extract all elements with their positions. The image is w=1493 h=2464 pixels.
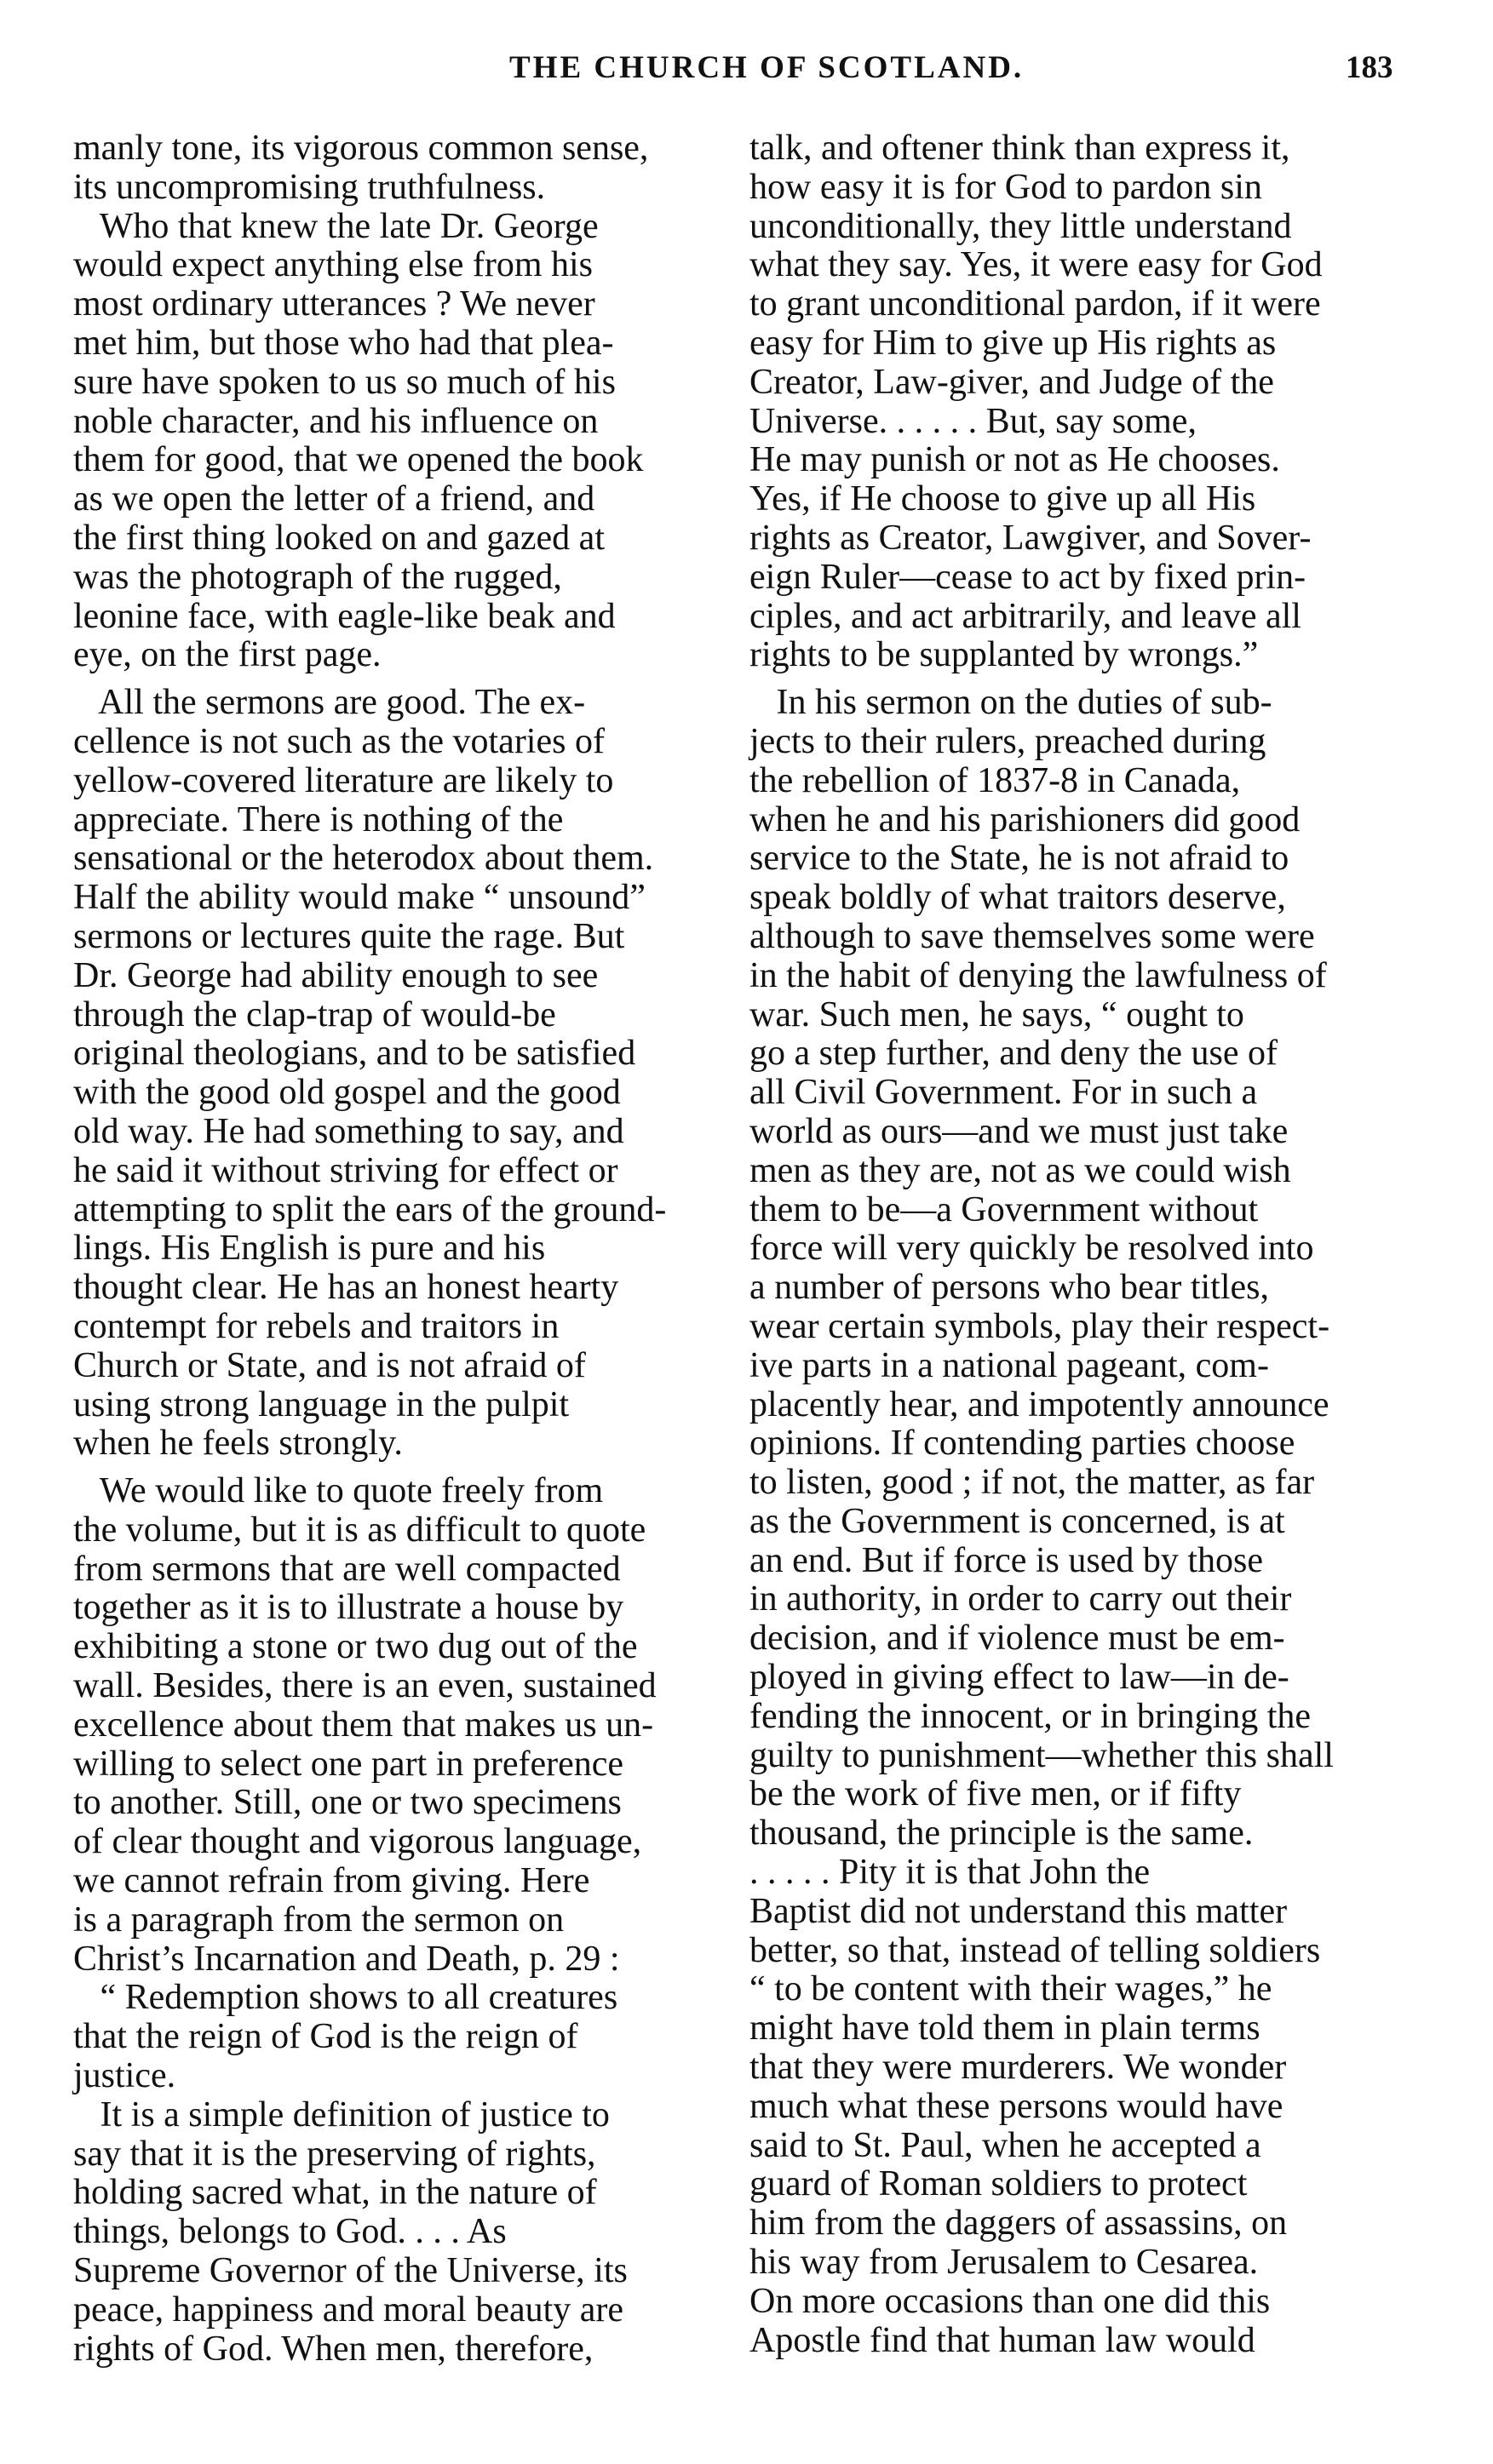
page-number: 183: [1346, 50, 1393, 85]
text-line: leonine face, with eagle-like beak and: [73, 596, 616, 636]
text-line: might have told them in plain terms: [749, 2008, 1260, 2049]
text-line: Who that knew the late Dr. George: [73, 206, 599, 246]
text-line: “ Redemption shows to all creatures: [73, 1978, 618, 2018]
text-line: Supreme Governor of the Universe, its: [73, 2251, 628, 2291]
text-line: original theologians, and to be satisfied: [73, 1034, 636, 1074]
text-line: war. Such men, he says, “ ought to: [749, 994, 1244, 1034]
text-line: to grant unconditional pardon, if it were: [749, 284, 1321, 324]
text-line: ciples, and act arbitrarily, and leave all: [749, 596, 1301, 636]
text-line: in the habit of denying the lawfulness of: [749, 955, 1327, 995]
text-line: what they say. Yes, it were easy for God: [749, 245, 1323, 285]
text-line: rights as Creator, Lawgiver, and Sover-: [749, 518, 1312, 558]
text-line: In his sermon on the duties of sub-: [749, 683, 1272, 723]
text-line: guilty to punishment—whether this shall: [749, 1735, 1334, 1775]
text-line: much what these persons would have: [749, 2086, 1283, 2126]
text-line: force will very quickly be resolved into: [749, 1229, 1314, 1269]
text-line: wear certain symbols, play their respect-: [749, 1306, 1330, 1346]
text-line: appreciate. There is nothing of the: [73, 799, 564, 839]
text-line: in authority, in order to carry out their: [749, 1579, 1292, 1619]
text-line: contempt for rebels and traitors in: [73, 1306, 560, 1346]
text-line: Christ’s Incarnation and Death, p. 29 :: [73, 1939, 620, 1979]
text-line: would expect anything else from his: [73, 245, 594, 285]
text-line: its uncompromising truthfulness.: [73, 167, 546, 207]
text-line: guard of Roman soldiers to protect: [749, 2164, 1248, 2204]
text-line: them to be—a Government without: [749, 1189, 1259, 1229]
text-line: easy for Him to give up His rights as: [749, 323, 1277, 363]
text-line: sure have spoken to us so much of his: [73, 362, 616, 402]
text-line: thousand, the principle is the same.: [749, 1814, 1254, 1854]
text-line: go a step further, and deny the use of: [749, 1034, 1278, 1074]
text-line: jects to their rulers, preached during: [749, 721, 1266, 761]
text-line: of clear thought and vigorous language,: [73, 1822, 642, 1862]
text-line: Apostle find that human law would: [749, 2320, 1255, 2360]
text-line: Dr. George had ability enough to see: [73, 955, 599, 995]
text-line: with the good old gospel and the good: [73, 1073, 621, 1113]
text-line: is a paragraph from the sermon on: [73, 1900, 565, 1940]
text-line: things, belongs to God. . . . As: [73, 2212, 507, 2252]
text-line: the volume, but it is as difficult to quote: [73, 1510, 646, 1550]
text-line: Yes, if He choose to give up all His: [749, 479, 1256, 519]
text-line: Universe. . . . . . But, say some,: [749, 401, 1197, 441]
text-line: opinions. If contending parties choose: [749, 1424, 1295, 1464]
text-line: peace, happiness and moral beauty are: [73, 2289, 624, 2329]
text-line: old way. He had something to say, and: [73, 1111, 624, 1151]
text-line: that the reign of God is the reign of: [73, 2017, 578, 2057]
text-line: holding sacred what, in the nature of: [73, 2173, 597, 2213]
text-line: He may punish or not as He chooses.: [749, 440, 1280, 480]
text-line: All the sermons are good. The ex-: [73, 683, 586, 723]
text-line: he said it without striving for effect or: [73, 1150, 618, 1190]
text-line: as the Government is concerned, is at: [749, 1501, 1285, 1541]
text-line: the rebellion of 1837-8 in Canada,: [749, 760, 1241, 800]
text-line: was the photograph of the rugged,: [73, 557, 562, 597]
text-line: fending the innocent, or in bringing the: [749, 1696, 1312, 1736]
text-line: ive parts in a national pageant, com-: [749, 1345, 1269, 1385]
text-line: all Civil Government. For in such a: [749, 1073, 1258, 1113]
text-line: when he feels strongly.: [73, 1424, 403, 1464]
text-line: his way from Jerusalem to Cesarea.: [749, 2243, 1259, 2283]
text-line: most ordinary utterances ? We never: [73, 284, 595, 324]
text-line: . . . . . Pity it is that John the: [749, 1853, 1151, 1893]
text-line: “ to be content with their wages,” he: [749, 1969, 1272, 2009]
text-line: excellence about them that makes us un-: [73, 1705, 654, 1745]
text-line: to listen, good ; if not, the matter, as far: [749, 1463, 1315, 1503]
text-line: justice.: [73, 2056, 176, 2096]
text-line: eye, on the first page.: [73, 635, 382, 675]
text-line: attempting to split the ears of the ground-: [73, 1189, 667, 1229]
text-line: when he and his parishioners did good: [749, 799, 1301, 839]
text-line: speak boldly of what traitors deserve,: [749, 878, 1286, 918]
text-line: met him, but those who had that plea-: [73, 323, 614, 363]
text-line: Half the ability would make “ unsound”: [73, 878, 646, 918]
text-line: wall. Besides, there is an even, sustained: [73, 1666, 657, 1706]
text-line: placently hear, and impotently announce: [749, 1384, 1329, 1424]
text-line: a number of persons who bear titles,: [749, 1268, 1270, 1308]
text-line: how easy it is for God to pardon sin: [749, 167, 1262, 207]
text-line: decision, and if violence must be em-: [749, 1619, 1285, 1659]
text-line: lings. His English is pure and his: [73, 1229, 546, 1269]
text-line: Creator, Law-giver, and Judge of the: [749, 362, 1274, 402]
text-line: better, so that, instead of telling soldiers: [749, 1930, 1321, 1970]
text-line: as we open the letter of a friend, and: [73, 479, 595, 519]
text-line: On more occasions than one did this: [749, 2281, 1271, 2321]
text-line: willing to select one part in preference: [73, 1744, 624, 1784]
text-line: manly tone, its vigorous common sense,: [73, 129, 649, 168]
text-line: through the clap-trap of would-be: [73, 994, 556, 1034]
running-head: [0, 49, 1493, 100]
text-line: an end. But if force is used by those: [749, 1540, 1264, 1580]
text-line: that they were murderers. We wonder: [749, 2048, 1287, 2088]
text-line: talk, and oftener think than express it,: [749, 129, 1290, 168]
text-line: cellence is not such as the votaries of: [73, 721, 605, 761]
text-line: from sermons that are well compacted: [73, 1549, 621, 1589]
text-column-right: [749, 129, 1439, 2360]
text-line: the first thing looked on and gazed at: [73, 518, 605, 558]
text-line: sensational or the heterodox about them.: [73, 839, 654, 879]
text-line: unconditionally, they little understand: [749, 206, 1292, 246]
text-line: we cannot refrain from giving. Here: [73, 1861, 590, 1901]
text-line: say that it is the preserving of rights,: [73, 2134, 596, 2174]
text-line: together as it is to illustrate a house by: [73, 1588, 624, 1628]
running-title: THE CHURCH OF SCOTLAND.: [509, 50, 1025, 85]
text-line: ployed in giving effect to law—in de-: [749, 1658, 1289, 1698]
text-line: noble character, and his influence on: [73, 401, 599, 441]
text-line: exhibiting a stone or two dug out of the: [73, 1627, 638, 1667]
text-line: Baptist did not understand this matter: [749, 1891, 1288, 1931]
text-line: him from the daggers of assassins, on: [749, 2203, 1288, 2243]
text-line: sermons or lectures quite the rage. But: [73, 916, 625, 956]
text-line: thought clear. He has an honest hearty: [73, 1268, 619, 1308]
text-line: rights to be supplanted by wrongs.”: [749, 635, 1259, 675]
text-line: yellow-covered literature are likely to: [73, 760, 614, 800]
text-line: although to save themselves some were: [749, 916, 1315, 956]
text-line: rights of God. When men, therefore,: [73, 2329, 594, 2369]
text-line: world as ours—and we must just take: [749, 1111, 1289, 1151]
text-line: Church or State, and is not afraid of: [73, 1345, 586, 1385]
text-line: be the work of five men, or if fifty: [749, 1774, 1242, 1814]
text-line: using strong language in the pulpit: [73, 1384, 570, 1424]
text-line: eign Ruler—cease to act by fixed prin-: [749, 557, 1306, 597]
text-line: It is a simple definition of justice to: [73, 2094, 610, 2135]
text-line: to another. Still, one or two specimens: [73, 1783, 622, 1823]
text-line: service to the State, he is not afraid to: [749, 839, 1289, 879]
text-line: men as they are, not as we could wish: [749, 1150, 1291, 1190]
text-line: them for good, that we opened the book: [73, 440, 644, 480]
text-line: We would like to quote freely from: [73, 1471, 604, 1511]
text-line: said to St. Paul, when he accepted a: [749, 2125, 1261, 2165]
text-column-left: [73, 129, 763, 2369]
